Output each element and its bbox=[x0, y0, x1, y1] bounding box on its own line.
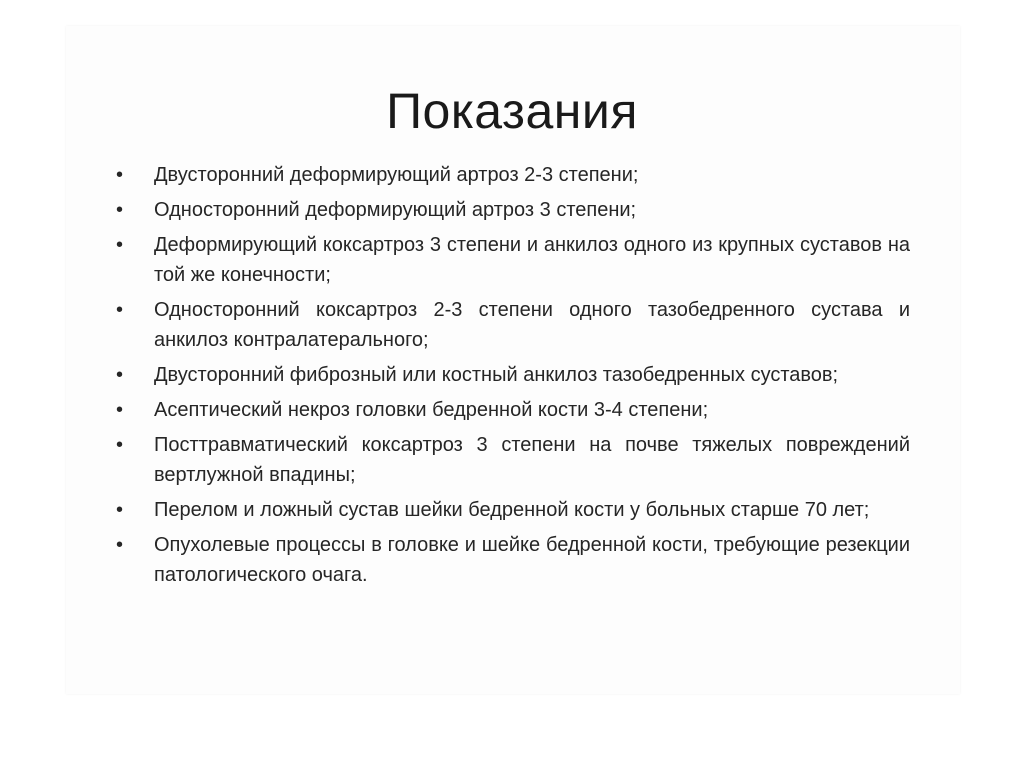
list-item-text: Односторонний коксартроз 2-3 степени одного тазобедренного сустава и анкилоз контралатерального; bbox=[154, 299, 910, 351]
list-item bbox=[112, 360, 910, 390]
list-item bbox=[112, 295, 910, 355]
bullet-icon: • bbox=[116, 434, 124, 456]
list-item bbox=[112, 495, 910, 525]
list-item-text: Асептический некроз головки бедренной кости 3-4 степени; bbox=[154, 399, 709, 421]
list-item bbox=[112, 195, 910, 225]
list-item bbox=[112, 530, 910, 590]
list-item bbox=[112, 160, 910, 190]
list-item-text: Двусторонний деформирующий артроз 2-3 степени; bbox=[154, 164, 639, 186]
bullet-icon: • bbox=[116, 299, 124, 321]
list-item-text: Деформирующий коксартроз 3 степени и анкилоз одного из крупных суставов на той же конечности; bbox=[154, 234, 910, 286]
list-item-text: Двусторонний фиброзный или костный анкилоз тазобедренных суставов; bbox=[154, 364, 839, 386]
list-item-text: Односторонний деформирующий артроз 3 степени; bbox=[154, 199, 637, 221]
bullet-icon: • bbox=[116, 164, 124, 186]
bullet-icon: • bbox=[116, 199, 124, 221]
list-item-text: Посттравматический коксартроз 3 степени на почве тяжелых повреждений вертлужной впадины; bbox=[154, 434, 910, 486]
list-item bbox=[112, 230, 910, 290]
list-item bbox=[112, 395, 910, 425]
list-item-text: Опухолевые процессы в головке и шейке бедренной кости, требующие резекции патологического очага. bbox=[154, 534, 910, 586]
bullet-icon: • bbox=[116, 364, 124, 386]
bullet-icon: • bbox=[116, 499, 124, 521]
bullet-icon: • bbox=[116, 399, 124, 421]
bullet-icon: • bbox=[116, 234, 124, 256]
list-item bbox=[112, 430, 910, 490]
list-item-text: Перелом и ложный сустав шейки бедренной кости у больных старше 70 лет; bbox=[154, 499, 870, 521]
bullet-icon: • bbox=[116, 534, 124, 556]
indications-list bbox=[112, 160, 910, 595]
slide-title: Показания bbox=[386, 83, 638, 139]
